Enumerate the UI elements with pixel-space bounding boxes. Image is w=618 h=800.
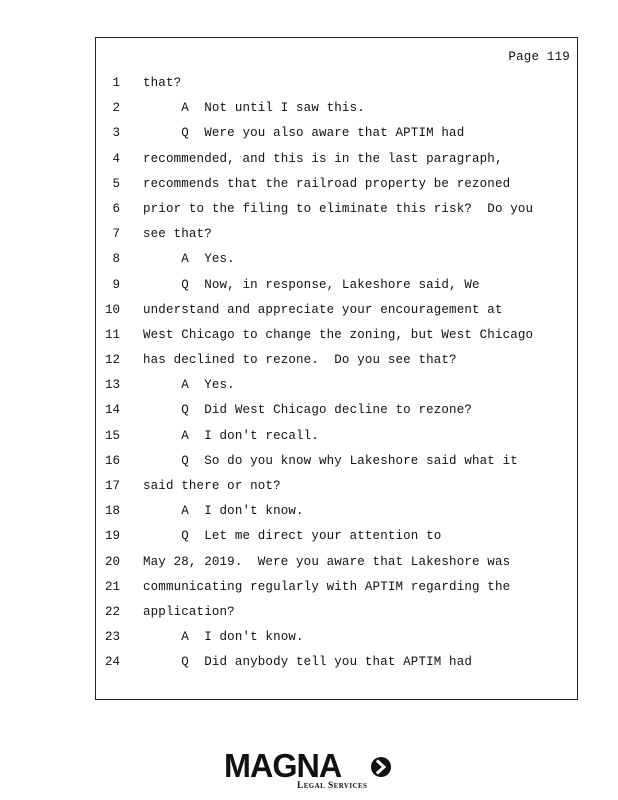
transcript-line [96,121,577,146]
logo-tagline: Legal Services [297,781,368,791]
transcript-line [96,96,577,121]
line-number: 15 [104,428,120,443]
transcript-line [96,323,577,348]
line-number: 9 [112,277,120,292]
line-number: 19 [104,529,120,544]
transcript-line [96,550,577,575]
line-text: Q Did West Chicago decline to rezone? [143,403,473,418]
transcript-line [96,348,577,373]
transcript-line [96,650,577,675]
line-text: Q Now, in response, Lakeshore said, We [143,277,480,292]
transcript-line [96,273,577,298]
line-text: A I don't know. [143,630,304,645]
line-text: said there or not? [143,479,281,493]
transcript-line [96,373,577,398]
line-number: 2 [112,101,120,116]
transcript-lines [96,71,577,676]
transcript-line [96,499,577,524]
magna-logo [224,748,394,792]
transcript-line [96,625,577,650]
line-text: that? [143,76,182,90]
line-number: 22 [104,604,120,619]
line-text: A I don't recall. [143,428,319,443]
line-number: 17 [104,479,120,493]
line-number: 10 [104,302,120,317]
line-number: 21 [104,579,120,594]
transcript-line [96,600,577,625]
line-text: Q Were you also aware that APTIM had [143,126,465,141]
transcript-line [96,197,577,222]
line-number: 14 [104,403,120,418]
line-number: 4 [112,151,120,166]
line-text: A I don't know. [143,504,304,519]
line-text: has declined to rezone. Do you see that? [143,353,457,368]
line-text: Q Let me direct your attention to [143,529,442,544]
transcript-line [96,398,577,423]
line-number: 8 [112,252,120,267]
line-number: 7 [112,227,120,242]
transcript-line [96,172,577,197]
line-text: application? [143,604,235,619]
line-text: recommends that the railroad property be rezoned [143,176,511,191]
line-text: A Yes. [143,378,235,393]
page-number: Page 119 [508,50,570,64]
line-text: see that? [143,227,212,242]
line-number: 24 [104,655,120,670]
line-number: 1 [112,76,120,90]
transcript-line [96,474,577,499]
line-text: A Not until I saw this. [143,101,365,116]
transcript-line [96,524,577,549]
transcript-line [96,298,577,323]
transcript-line [96,424,577,449]
line-text: prior to the filing to eliminate this risk? Do you [143,201,534,216]
transcript-line [96,575,577,600]
line-number: 18 [104,504,120,519]
line-number: 3 [112,126,120,141]
line-text: communicating regularly with APTIM regarding the [143,579,511,594]
transcript-line [96,71,577,96]
transcript-page [95,37,578,700]
line-text: recommended, and this is in the last paragraph, [143,151,503,166]
transcript-line [96,247,577,272]
line-number: 13 [104,378,120,393]
line-text: West Chicago to change the zoning, but West Chicago [143,327,534,342]
line-number: 16 [104,453,120,468]
line-number: 20 [104,554,120,569]
transcript-line [96,449,577,474]
line-text: understand and appreciate your encouragement at [143,302,503,317]
chevron-right-circle-icon [370,756,392,778]
line-text: A Yes. [143,252,235,267]
line-number: 11 [104,327,120,342]
line-number: 23 [104,630,120,645]
logo-wordmark: MAGNA [224,747,342,784]
transcript-line [96,147,577,172]
line-text: Q Did anybody tell you that APTIM had [143,655,473,670]
line-text: May 28, 2019. Were you aware that Lakeshore was [143,554,511,569]
line-number: 5 [112,176,120,191]
line-text: Q So do you know why Lakeshore said what it [143,453,518,468]
transcript-line [96,222,577,247]
line-number: 12 [104,353,120,368]
line-number: 6 [112,201,120,216]
